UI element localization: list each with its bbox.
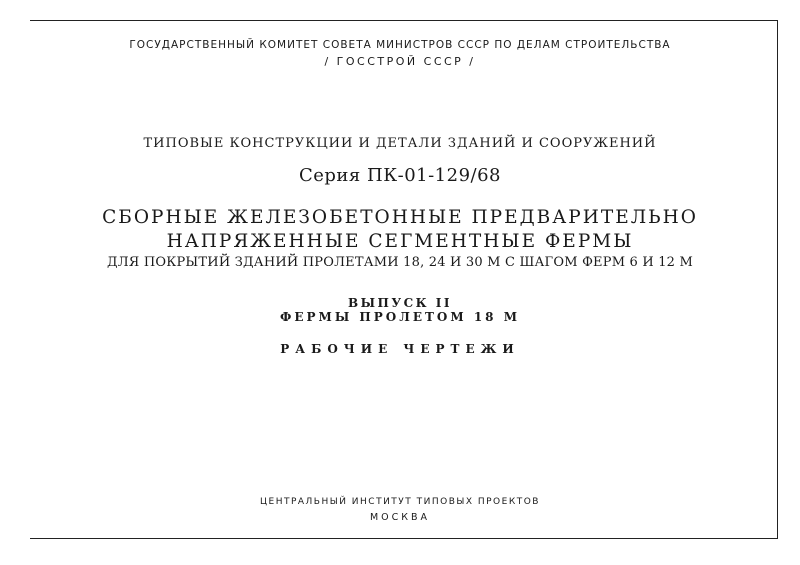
publisher-institute: ЦЕНТРАЛЬНЫЙ ИНСТИТУТ ТИПОВЫХ ПРОЕКТОВ	[260, 497, 540, 507]
agency-name: ГОСУДАРСТВЕННЫЙ КОМИТЕТ СОВЕТА МИНИСТРОВ СССР ПО ДЕЛАМ СТРОИТЕЛЬСТВА	[129, 39, 671, 51]
frame-bottom-line	[30, 538, 778, 539]
agency-short-name: / ГОССТРОЙ СССР /	[324, 55, 476, 68]
document-category: ТИПОВЫЕ КОНСТРУКЦИИ И ДЕТАЛИ ЗДАНИЙ И СООРУЖЕНИЙ	[143, 136, 657, 151]
issue-number: ВЫПУСК II	[347, 296, 452, 310]
document-title-line-1: СБОРНЫЕ ЖЕЛЕЗОБЕТОННЫЕ ПРЕДВАРИТЕЛЬНО	[102, 207, 698, 228]
document-type: РАБОЧИЕ ЧЕРТЕЖИ	[280, 342, 520, 356]
document-subtitle: ДЛЯ ПОКРЫТИЙ ЗДАНИЙ ПРОЛЕТАМИ 18, 24 И 30 М С ШАГОМ ФЕРМ 6 И 12 М	[106, 255, 693, 270]
frame-right-line	[777, 20, 778, 539]
issue-description: ФЕРМЫ ПРОЛЕТОМ 18 М	[279, 310, 520, 324]
document-title-line-2: НАПРЯЖЕННЫЕ СЕГМЕНТНЫЕ ФЕРМЫ	[166, 231, 634, 252]
publisher-city: МОСКВА	[369, 512, 431, 523]
frame-top-line	[30, 20, 778, 21]
series-number: Серия ПК-01-129/68	[298, 165, 502, 186]
